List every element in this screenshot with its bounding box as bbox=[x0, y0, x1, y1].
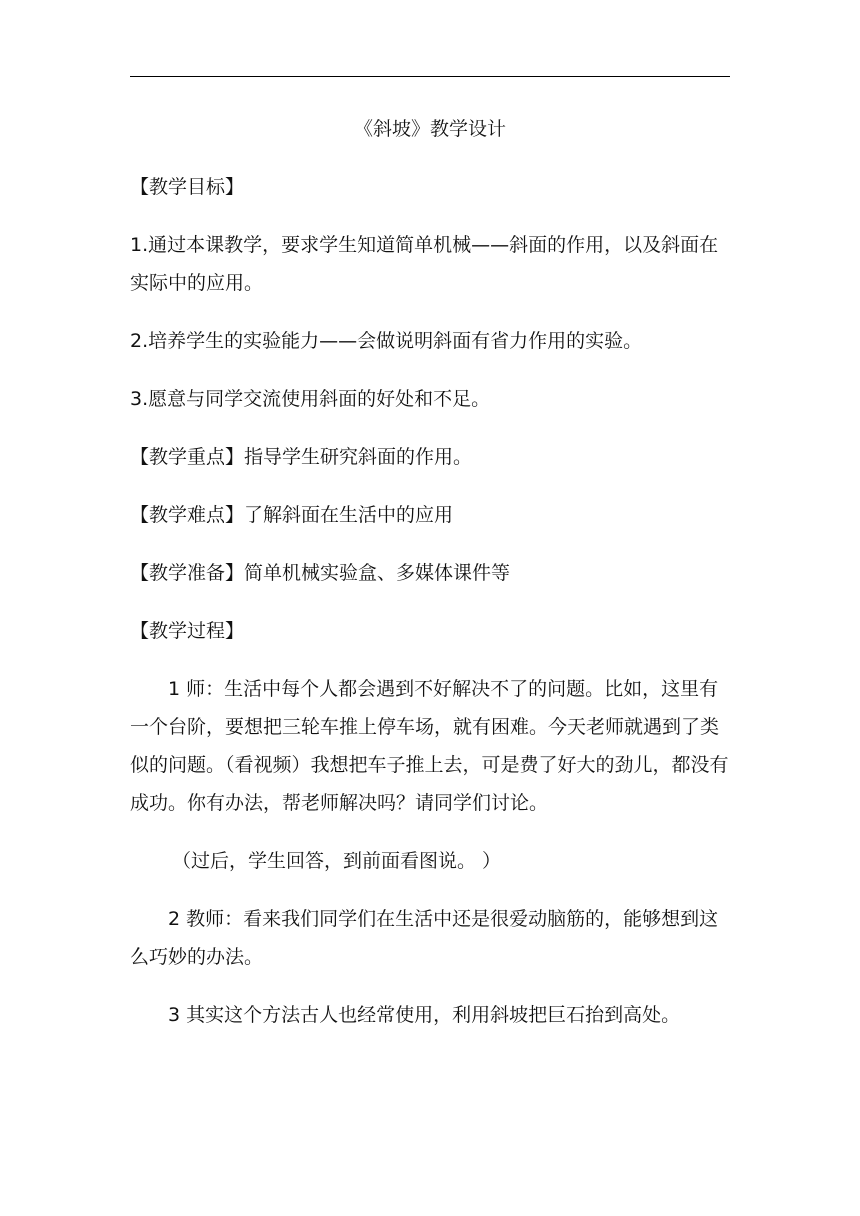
preparation: 【教学准备】简单机械实验盒、多媒体课件等 bbox=[130, 562, 511, 584]
process-step-2: 2 教师：看来我们同学们在生活中还是很爱动脑筋的，能够想到这么巧妙的办法。 bbox=[130, 908, 719, 968]
key-point: 【教学重点】指导学生研究斜面的作用。 bbox=[130, 446, 473, 468]
process-step-1: 1 师：生活中每个人都会遇到不好解决不了的问题。比如，这里有一个台阶，要想把三轮车推上停车场，就有困难。今天老师就遇到了类似的问题。（看视频）我想把车子推上去，可是费了好大的劲儿，都没有成功。你有办法，帮老师解决吗？请同学们讨论。 bbox=[130, 678, 729, 814]
document-title: 《斜坡》教学设计 bbox=[353, 118, 506, 140]
goals-heading: 【教学目标】 bbox=[130, 176, 245, 198]
process-step-3: 3 其实这个方法古人也经常使用，利用斜坡把巨石抬到高处。 bbox=[168, 1004, 681, 1026]
process-heading: 【教学过程】 bbox=[130, 620, 245, 642]
goal-1: 1.通过本课教学，要求学生知道简单机械——斜面的作用，以及斜面在实际中的应用。 bbox=[130, 234, 719, 294]
difficulty: 【教学难点】了解斜面在生活中的应用 bbox=[130, 504, 454, 526]
goal-2: 2.培养学生的实验能力——会做说明斜面有省力作用的实验。 bbox=[130, 330, 643, 352]
header-rule bbox=[130, 76, 730, 77]
process-note: （过后，学生回答，到前面看图说。 ） bbox=[172, 850, 502, 872]
goal-3: 3.愿意与同学交流使用斜面的好处和不足。 bbox=[130, 388, 491, 410]
document-body bbox=[130, 110, 730, 1054]
